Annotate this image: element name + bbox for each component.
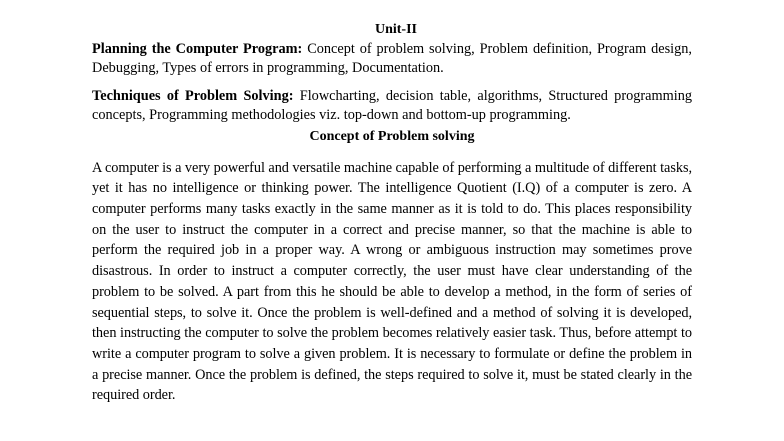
section-heading: Concept of Problem solving: [309, 128, 475, 144]
techniques-text: Flowcharting, decision table, algorithms, Structured programming concepts, Programming methodologies viz. top-down and bottom-up programming.: [92, 87, 692, 124]
planning-label: Planning the Computer Program:: [92, 41, 303, 57]
body-paragraph: A computer is a very powerful and versatile machine capable of performing a multitude of different tasks, yet it has no intelligence or thinking power. The intelligence Quotient (I.Q) of a computer is zero. A computer performs many tasks exactly in the same manner as it is told to do. This places responsibility on the user to instruct the computer in a correct and precise manner, so that the machine is able to perform the required job in a proper way. A wrong or ambiguous instruction may sometimes prove disastrous. In order to instruct a computer correctly, the user must have clear understanding of the problem to be solved. A part from this he should be able to develop a method, in the form of series of sequential steps, to solve it. Once the problem is well-defined and a method of solving it is developed, then instructing the computer to solve the problem becomes relatively easier task. Thus, before attempt to write a computer program to solve a given problem. It is necessary to formulate or define the problem in a precise manner. Once the problem is defined, the steps required to solve it, must be stated clearly in the required order.: [92, 159, 692, 404]
unit-title: Unit-II: [374, 22, 417, 37]
techniques-paragraph: [92, 87, 692, 126]
techniques-label: Techniques of Problem Solving:: [92, 87, 294, 104]
planning-text: Concept of problem solving, Problem definition, Program design, Debugging, Types of errors in programming, Documentation.: [92, 41, 693, 77]
document-page: [92, 20, 692, 406]
planning-paragraph: [92, 40, 692, 79]
